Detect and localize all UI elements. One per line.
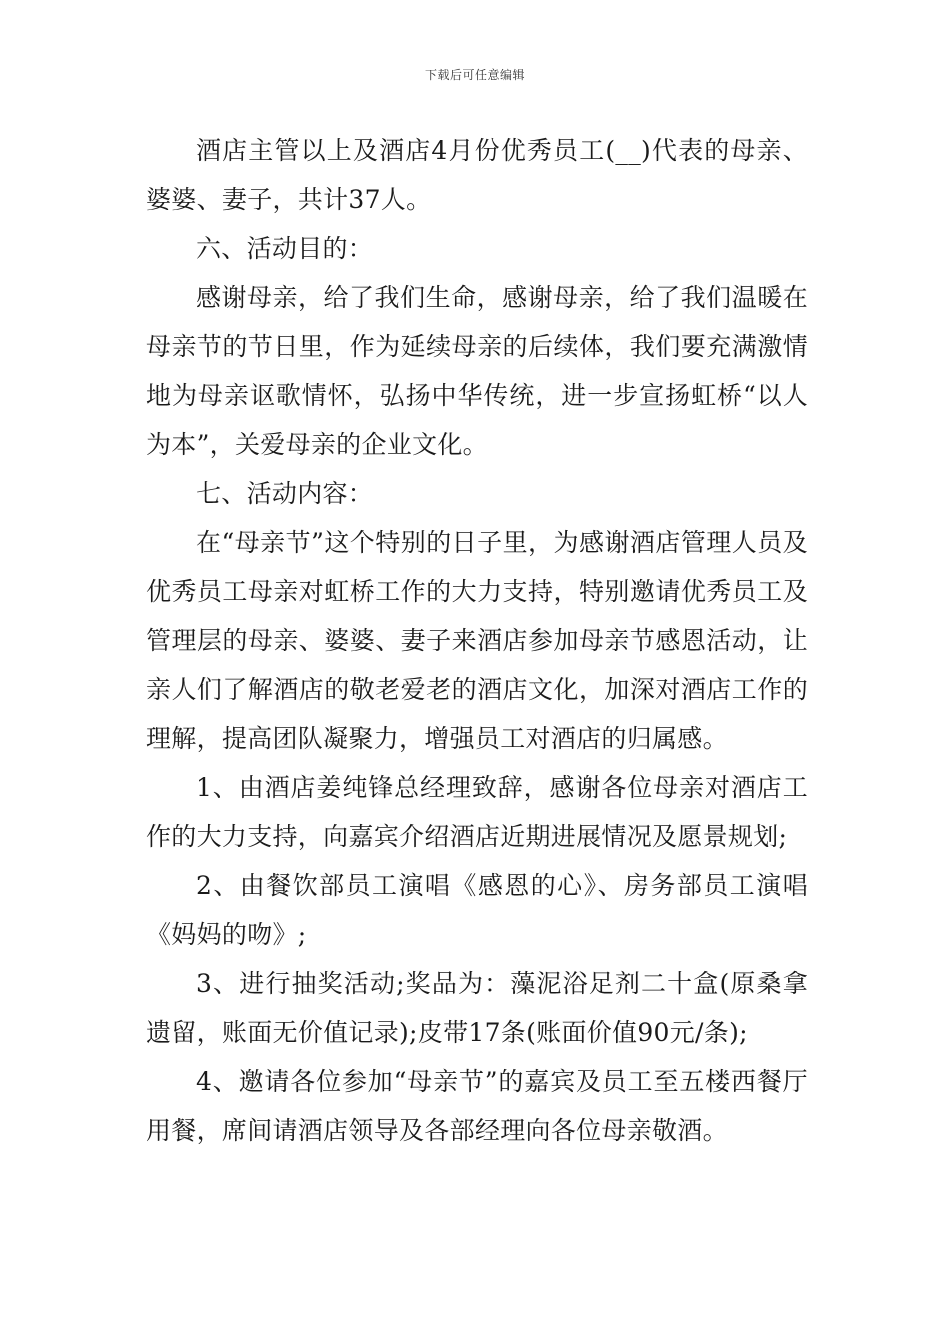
section-heading-purpose: 六、活动目的：	[196, 234, 374, 263]
paragraph-content: 在“母亲节”这个特别的日子里，为感谢酒店管理人员及优秀员工母亲对虹桥工作的大力支持，特别邀请优秀员工及管理层的母亲、婆婆、妻子来酒店参加母亲节感恩活动，让亲人们了解酒店的敬老爱老的酒店文化，加深对酒店工作的理解，提高团队凝聚力，增强员工对酒店的归属感。	[146, 528, 808, 753]
list-item-4: 4、邀请各位参加“母亲节”的嘉宾及员工至五楼西餐厅用餐，席间请酒店领导及各部经理向各位母亲敬酒。	[146, 1067, 808, 1145]
section-heading-content: 七、活动内容：	[196, 479, 374, 508]
list-item-1: 1、由酒店姜纯锋总经理致辞，感谢各位母亲对酒店工作的大力支持，向嘉宾介绍酒店近期进展情况及愿景规划;	[146, 773, 808, 851]
paragraph-purpose: 感谢母亲，给了我们生命，感谢母亲，给了我们温暖在母亲节的节日里，作为延续母亲的后续体，我们要充满激情地为母亲讴歌情怀，弘扬中华传统，进一步宣扬虹桥“以人为本”，关爱母亲的企业文化。	[146, 283, 808, 459]
list-item-2: 2、由餐饮部员工演唱《感恩的心》、房务部员工演唱《妈妈的吻》;	[146, 871, 808, 949]
document-body	[146, 126, 808, 1155]
list-item-3: 3、进行抽奖活动;奖品为：藻泥浴足剂二十盒(原桑拿遗留，账面无价值记录);皮带17条(账面价值90元/条);	[146, 969, 808, 1047]
header-note: 下载后可任意编辑	[424, 68, 525, 82]
paragraph-participants: 酒店主管以上及酒店4月份优秀员工(__)代表的母亲、婆婆、妻子，共计37人。	[146, 136, 808, 214]
